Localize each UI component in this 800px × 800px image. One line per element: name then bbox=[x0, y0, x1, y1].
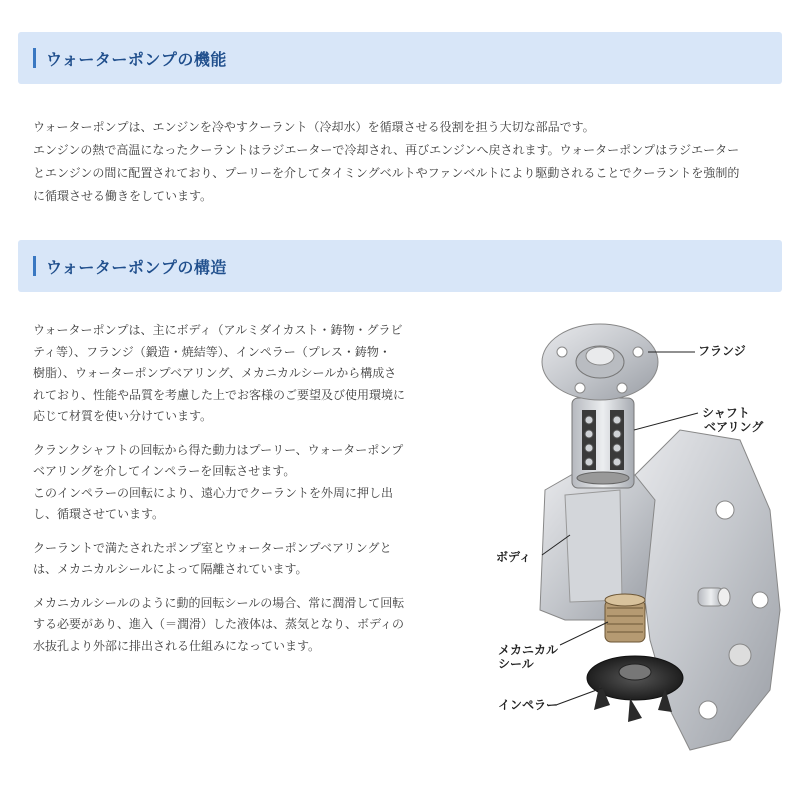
label-shaft-line1: シャフト bbox=[702, 406, 750, 420]
section-header-function bbox=[18, 32, 782, 84]
text-line: クランクシャフトの回転から得た動力はプーリー、ウォーターポンプ bbox=[33, 442, 404, 457]
text-line: する必要があり、進入（＝潤滑）した液体は、蒸気となり、ボディの bbox=[33, 617, 405, 631]
structure-paragraph-seal bbox=[33, 538, 423, 581]
text-line: し、循環させています。 bbox=[33, 507, 165, 521]
text-line: ベアリングを介してインペラーを回転させます。 bbox=[33, 464, 296, 478]
label-impeller: インペラー bbox=[498, 698, 559, 712]
text-line: クーラントで満たされたポンプ室とウォーターポンプベアリングと bbox=[33, 540, 392, 555]
function-line: エンジンの熱で高温になったクーラントはラジエーターで冷却され、再びエンジンへ戻されます。ウォーターポンプはラジエーター bbox=[33, 143, 740, 157]
text-line: ウォーターポンプは、主にボディ（アルミダイカスト・鋳物・グラビ bbox=[33, 323, 403, 337]
header-accent-bar bbox=[33, 256, 36, 276]
mechanical-seal bbox=[605, 594, 645, 642]
label-seal-line1: メカニカル bbox=[498, 643, 559, 657]
text-line: ティ等）、フランジ（鍛造・焼結等）、インペラー（プレス・鋳物・ bbox=[33, 344, 391, 359]
impeller bbox=[587, 656, 683, 722]
text-line: れており、性能や品質を考慮した上でお客様のご要望及び使用環境に bbox=[33, 387, 406, 402]
label-body: ボディ bbox=[496, 550, 532, 564]
text-line: メカニカルシールのように動的回転シールの場合、常に潤滑して回転 bbox=[33, 595, 405, 610]
structure-text-column bbox=[33, 320, 423, 669]
text-line: 水抜孔より外部に排出される仕組みになっています。 bbox=[33, 638, 321, 653]
function-line: ウォーターポンプは、エンジンを冷やすクーラント（冷却水）を循環させる役割を担う大切な部品です。 bbox=[33, 120, 595, 134]
function-line: とエンジンの間に配置されており、プーリーを介してタイミングベルトやファンベルトにより駆動されることでクーラントを強制的 bbox=[33, 166, 740, 180]
section-title-structure: ウォーターポンプの構造 bbox=[46, 257, 227, 277]
function-line: に循環させる働きをしています。 bbox=[33, 189, 213, 203]
label-seal-line2: シール bbox=[498, 657, 534, 671]
structure-paragraph-lubrication bbox=[33, 593, 423, 658]
water-pump-illustration bbox=[470, 310, 790, 760]
text-line: このインペラーの回転により、遠心力でクーラントを外周に押し出 bbox=[33, 485, 394, 500]
label-flange: フランジ bbox=[698, 344, 746, 358]
water-pump-cutaway-figure bbox=[470, 310, 790, 760]
text-line: 応じて材質を使い分けています。 bbox=[33, 409, 213, 423]
header-accent-bar bbox=[33, 48, 36, 68]
text-line: は、メカニカルシールによって隔離されています。 bbox=[33, 562, 308, 576]
function-description bbox=[33, 116, 773, 208]
structure-paragraph-composition bbox=[33, 320, 423, 428]
label-shaft-line2: ベアリング bbox=[704, 420, 764, 434]
section-title-function: ウォーターポンプの機能 bbox=[46, 49, 227, 69]
section-header-structure bbox=[18, 240, 782, 292]
structure-paragraph-drive bbox=[33, 440, 423, 526]
text-line: 樹脂）、ウォーターポンプベアリング、メカニカルシールから構成さ bbox=[33, 366, 397, 380]
